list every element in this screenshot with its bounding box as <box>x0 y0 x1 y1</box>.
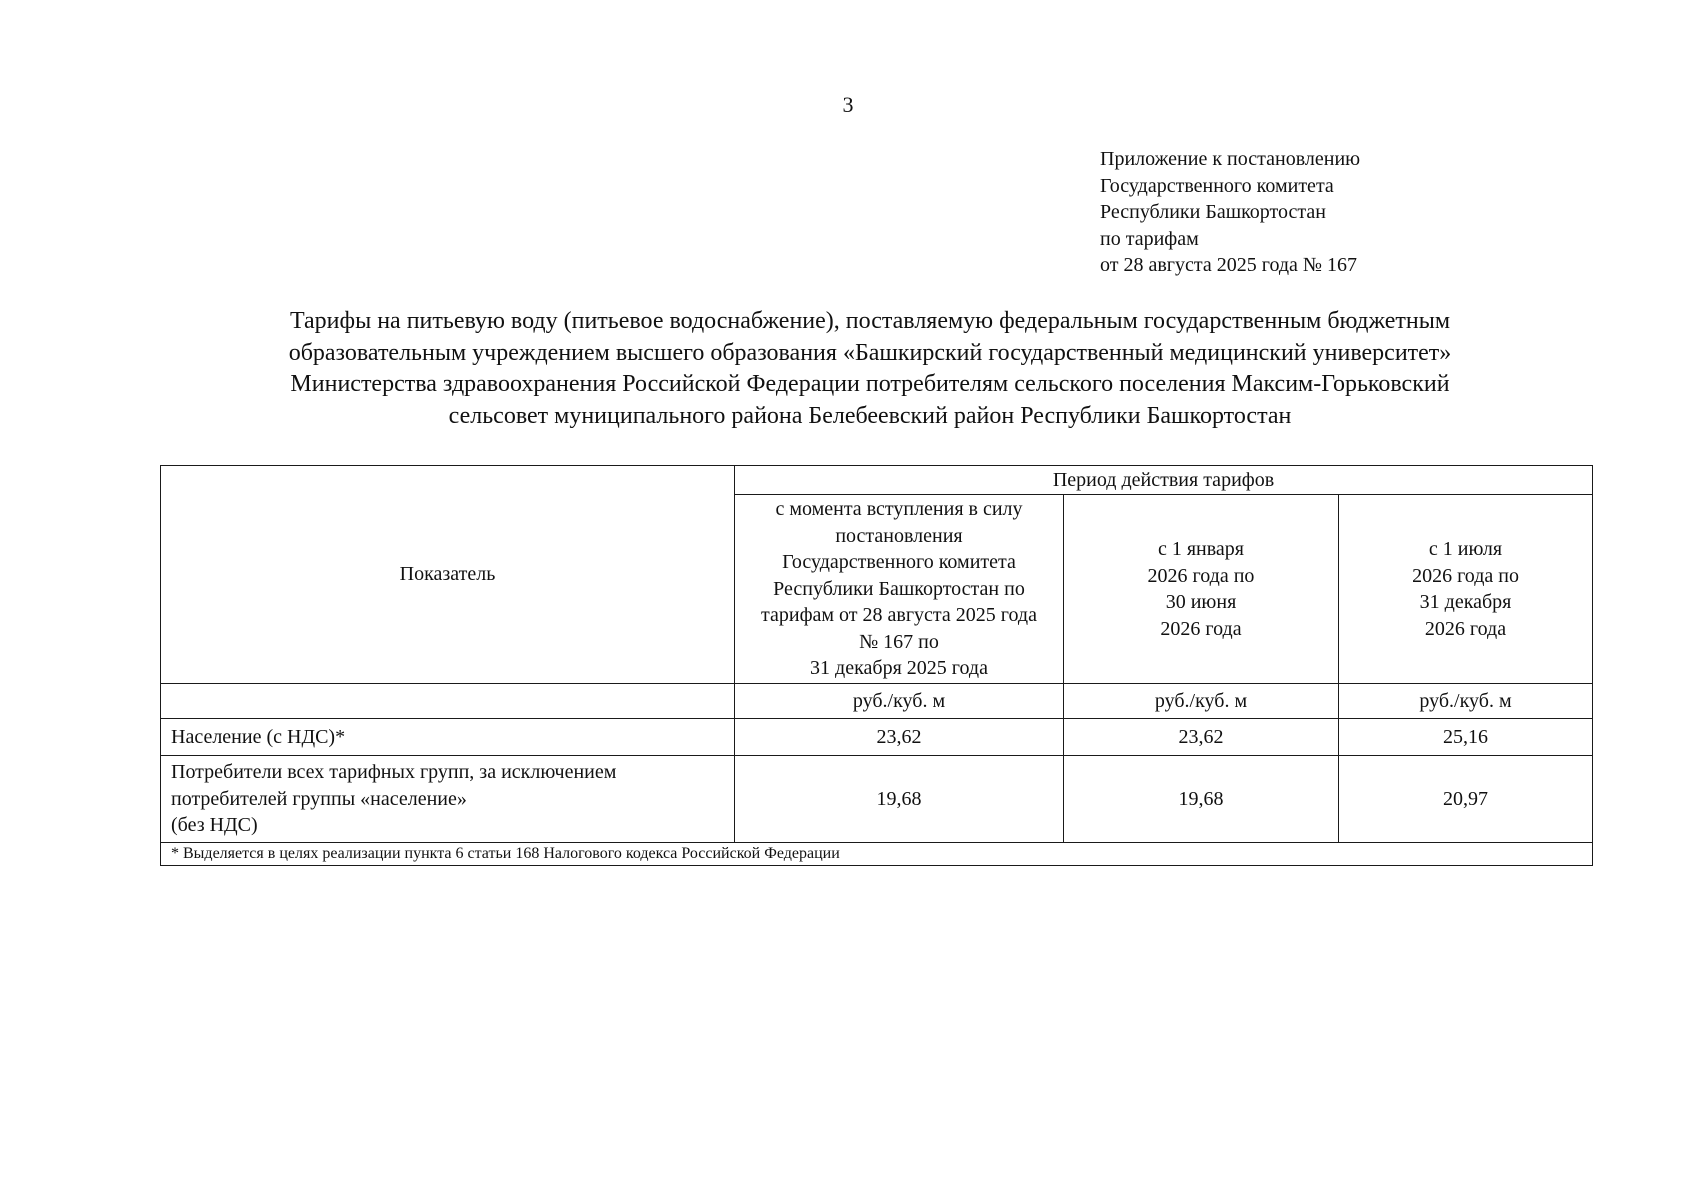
period-line: 2026 года по <box>1147 564 1255 587</box>
period-line: 30 июня <box>1165 591 1237 613</box>
table-header-row <box>161 466 1593 495</box>
period-header: Период действия тарифов <box>735 466 1593 495</box>
title-line: Тарифы на питьевую воду (питьевое водоснабжение), поставляемую федеральным государственным бюджетным <box>289 308 1451 334</box>
period-line: постановления <box>835 524 963 547</box>
row-label: Население (с НДС)* <box>161 719 735 756</box>
table-row <box>161 719 1593 756</box>
period-line: 2026 года <box>1424 617 1507 640</box>
footnote-row <box>161 843 1593 866</box>
tariff-value: 20,97 <box>1339 756 1593 843</box>
unit-cell: руб./куб. м <box>1064 684 1339 719</box>
period-header-1 <box>735 495 1064 684</box>
title-line: Министерства здравоохранения Российской Федерации потребителям сельского поселения Максим-Горьковский <box>290 371 1450 397</box>
units-row <box>161 684 1593 719</box>
period-line: Республики Башкортостан по <box>773 577 1025 600</box>
indicator-header: Показатель <box>161 466 735 684</box>
period-header-3 <box>1339 495 1593 684</box>
period-line: 31 декабря <box>1419 591 1512 613</box>
period-line: тарифам от 28 августа 2025 года <box>761 604 1037 627</box>
period-header-2 <box>1064 495 1339 684</box>
appendix-block <box>1100 146 1520 279</box>
appendix-line: по тарифам <box>1100 227 1199 250</box>
tariff-value: 25,16 <box>1339 719 1593 756</box>
period-line: 2026 года по <box>1412 564 1519 587</box>
unit-cell: руб./куб. м <box>1339 684 1593 719</box>
period-line: № 167 по <box>859 630 939 653</box>
appendix-line: от 28 августа 2025 года № 167 <box>1100 254 1358 276</box>
page-number: 3 <box>842 92 854 117</box>
period-line: 2026 года <box>1160 617 1242 640</box>
period-line: Государственного комитета <box>782 551 1016 574</box>
title-line: образовательным учреждением высшего образования «Башкирский государственный медицинский университет» <box>288 339 1452 366</box>
appendix-line: Государственного комитета <box>1100 174 1334 197</box>
tariff-value: 23,62 <box>1064 719 1339 756</box>
units-blank-cell <box>161 684 735 719</box>
unit-cell: руб./куб. м <box>735 684 1064 719</box>
tariff-value: 23,62 <box>735 719 1064 756</box>
period-line: 31 декабря 2025 года <box>810 657 988 680</box>
row-label-line: Потребители всех тарифных групп, за исключением <box>171 761 617 784</box>
row-label-line: (без НДС) <box>171 814 258 837</box>
appendix-line: Республики Башкортостан <box>1100 201 1326 223</box>
row-label-line: потребителей группы «население» <box>171 787 467 810</box>
tariff-value: 19,68 <box>1064 756 1339 843</box>
row-label <box>161 756 735 843</box>
period-line: с 1 января <box>1157 538 1245 560</box>
tariff-table <box>160 465 1593 866</box>
appendix-line: Приложение к постановлению <box>1100 148 1361 170</box>
table-row <box>161 756 1593 843</box>
tariff-value: 19,68 <box>735 756 1064 843</box>
document-title <box>180 306 1560 432</box>
footnote: * Выделяется в целях реализации пункта 6 статьи 168 Налогового кодекса Российской Федерации <box>161 843 1593 866</box>
title-line: сельсовет муниципального района Белебеевский район Республики Башкортостан <box>448 402 1292 429</box>
period-line: с момента вступления в силу <box>775 498 1023 521</box>
period-line: с 1 июля <box>1428 538 1503 560</box>
